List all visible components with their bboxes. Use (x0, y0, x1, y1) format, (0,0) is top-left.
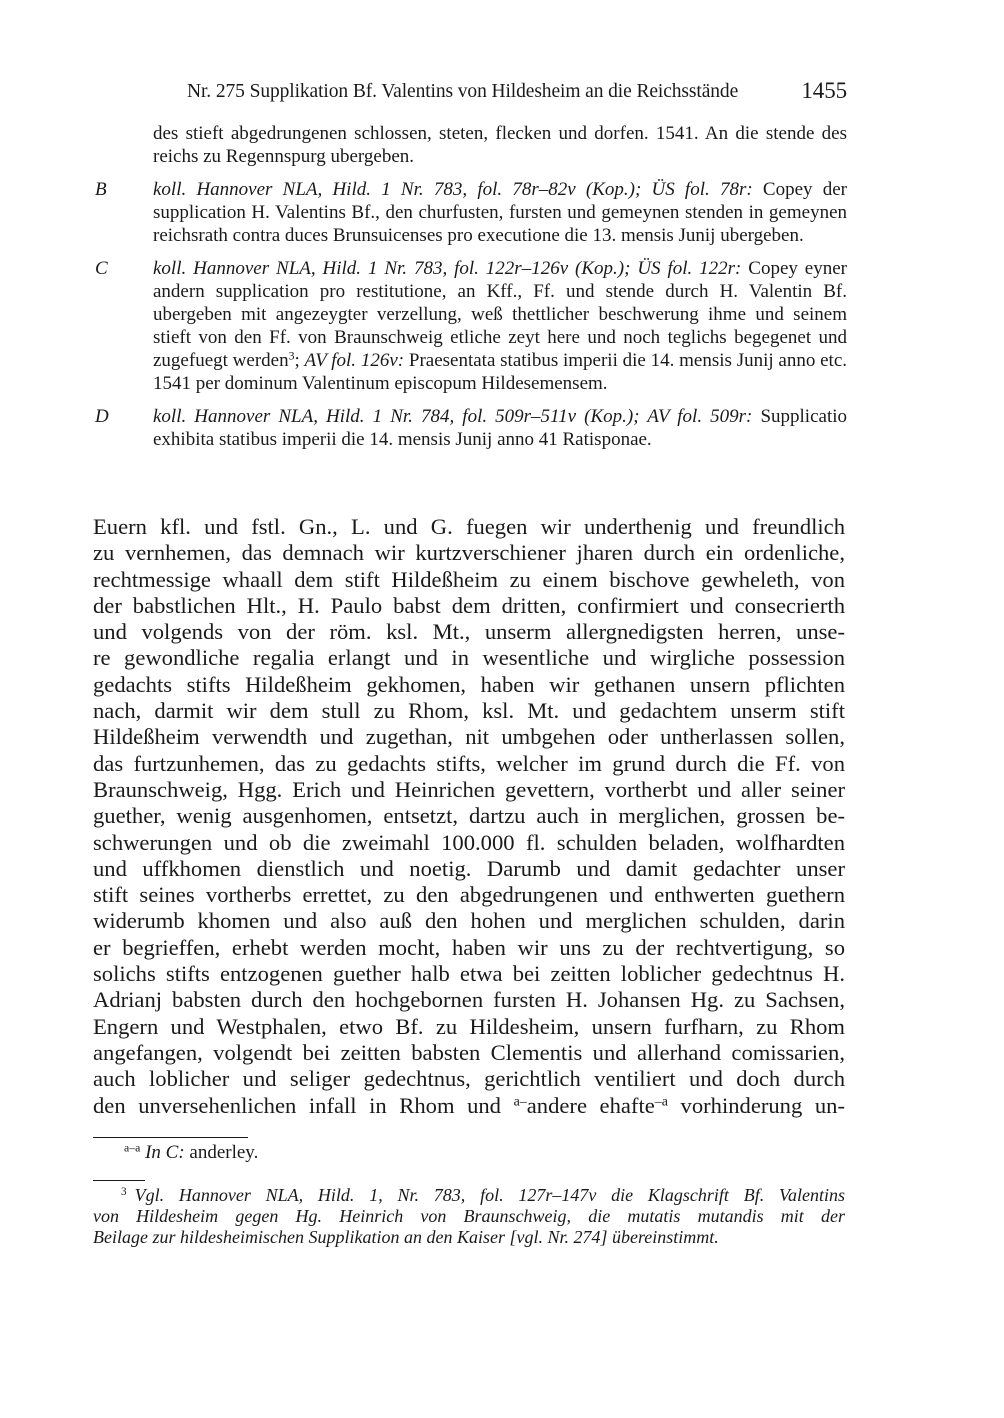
text-line: Engern und Westphalen, etwo Bf. zu Hildesheim, unsern furfharn, zu Rhom (93, 1013, 845, 1039)
source-entry-c (95, 257, 847, 395)
footnote-line: von Hildesheim gegen Hg. Heinrich von Braunschweig, die mutatis mutandis mit der (93, 1206, 845, 1226)
source-citation-2: AV fol. 126v: (304, 350, 405, 371)
source-text (153, 405, 847, 451)
separator: ; (294, 350, 300, 371)
running-head (187, 78, 847, 108)
page-number: 1455 (801, 78, 847, 103)
running-head-title: Nr. 275 Supplikation Bf. Valentins von Hildesheim an die Reichsstände (187, 81, 739, 102)
text-line: der babstlichen Hlt., H. Paulo babst dem dritten, confirmiert und consecrierth (93, 592, 845, 618)
text-line: auch loblicher und seliger gedechtnus, gerichtlich ventiliert und doch durch (93, 1066, 845, 1092)
text-line: re gewondliche regalia erlangt und in wesentliche und wirgliche possession (93, 645, 845, 671)
text-line: rechtmessige whaall dem stift Hildeßheim zu einem bischove gewheleth, von (93, 566, 845, 592)
text-line: und volgends von der röm. ksl. Mt., unserm allergnedigsten herren, unse- (93, 619, 845, 645)
source-entry-b (95, 178, 847, 247)
text-line: schwerungen und ob die zweimahl 100.000 fl. schulden beladen, wolfhardten (93, 829, 845, 855)
marked-text: andere ehafte (526, 1092, 655, 1118)
main-text (93, 514, 845, 1119)
source-citation: koll. Hannover NLA, Hild. 1 Nr. 784, fol. 509r–511v (Kop.); AV fol. 509r: (153, 406, 753, 427)
text-line: angefangen, volgendt bei zeitten babsten Clementis und allerhand comissarien, (93, 1039, 845, 1065)
footnote-reference[interactable]: 3 (288, 349, 295, 363)
text-segment: vorhinderung un- (667, 1092, 845, 1118)
textual-footnote (124, 1141, 258, 1164)
source-label: B (95, 179, 107, 200)
text-line-last (93, 1093, 845, 1119)
footnote-text: Vgl. Hannover NLA, Hild. 1, Nr. 783, fol. 127r–147v die Klagschrift Bf. Valentins (134, 1185, 845, 1205)
text-line: Euern kfl. und fstl. Gn., L. und G. fuegen wir underthenig und freundlich (93, 514, 845, 539)
source-citation: koll. Hannover NLA, Hild. 1 Nr. 783, fol. 122r–126v (Kop.); ÜS fol. 122r: (153, 258, 742, 279)
footnote-line (93, 1185, 845, 1206)
text-segment: den unversehenlichen infall in Rhom und (93, 1092, 514, 1118)
source-label: D (95, 406, 109, 427)
text-line: stift seines vortherbs errettet, zu den abgedrungenen und enthwerten guethern (93, 882, 845, 908)
text-line: er begrieffen, erhebt werden mocht, haben wir uns zu der rechtvertigung, so (93, 934, 845, 960)
source-apparatus (95, 122, 847, 461)
source-text (153, 257, 847, 395)
source-description: Supplicatio exhibita statibus imperii die 14. mensis Junij anno 41 Ratisponae. (153, 406, 848, 450)
source-description: Copey eyner andern supplication pro restitutione, an Kff., Ff. und stende durch H. Valentin Bf. ubergeben mit angezeygter verzellung, weß thettlicher beschwerung ihme und seinem stieft von den Ff. von Braunschweig etliche zeyt here und noch teglichs begegenet und zugefuegt werden (153, 258, 847, 371)
footnote-text: anderley. (189, 1142, 259, 1163)
footnote-divider (93, 1137, 248, 1138)
text-line: zu vernhemen, das demnach wir kurtzverschiener jharen durch ein ordenliche, (93, 540, 845, 566)
source-intro: des stieft abgedrungenen schlossen, steten, flecken und dorfen. 1541. An die stende des reichs zu Regennspurg ubergeben. (153, 123, 847, 167)
text-line: guether, wenig ausgenhomen, entsetzt, dartzu auch in merglichen, grossen be- (93, 803, 845, 829)
text-line: das furtzunhemen, das zu gedachts stifts, welcher im grund durch die Ff. von (93, 750, 845, 776)
footnote-marker: a–a (124, 1141, 141, 1155)
text-line: Braunschweig, Hgg. Erich und Heinrichen gevettern, vortherbt und aller seiner (93, 776, 845, 802)
text-line: widerumb khomen und also auß den hohen und merglichen schulden, darin (93, 908, 845, 934)
text-line: gedachts stifts Hildeßheim gekhomen, haben wir gethanen unsern pflichten (93, 671, 845, 697)
textual-note-mark-open[interactable]: a– (513, 1093, 527, 1109)
text-line: Adrianj babsten durch den hochgebornen fursten H. Johansen Hg. zu Sachsen, (93, 987, 845, 1013)
footnote-divider (93, 1180, 145, 1181)
footnote-marker: 3 (121, 1185, 127, 1198)
numbered-footnote (93, 1185, 845, 1248)
text-line: Hildeßheim verwendth und zugethan, nit umbgehen oder untherlassen sollen, (93, 724, 845, 750)
footnote-line: Beilage zur hildesheimischen Supplikation an den Kaiser [vgl. Nr. 274] übereinstimmt. (93, 1227, 719, 1247)
source-text (153, 178, 847, 247)
text-line: nach, darmit wir dem stull zu Rhom, ksl. Mt. und gedachtem unserm stift (93, 698, 845, 724)
footnote-italic: In C: (145, 1142, 185, 1163)
source-citation: koll. Hannover NLA, Hild. 1 Nr. 783, fol. 78r–82v (Kop.); ÜS fol. 78r: (153, 179, 753, 200)
source-label: C (95, 258, 108, 279)
textual-note-mark-close[interactable]: –a (654, 1093, 668, 1109)
source-description: Copey der supplication H. Valentins Bf., den churfusten, fursten und gemeynen stenden in gemeynen reichsrath contra duces Brunsuicenses pro executione die 13. mensis Junij ubergeben. (153, 179, 847, 246)
source-description-2: Praesentata statibus imperii die 14. mensis Junij anno etc. 1541 per dominum Valentinum episcopum Hildesemensem. (153, 350, 848, 394)
text-line: solichs stifts entzogenen guether halb etwa bei zeitten loblicher gedechtnus H. (93, 961, 845, 987)
source-entry-d (95, 405, 847, 451)
text-line: und uffkhomen dienstlich und noetig. Darumb und damit gedachter unser (93, 855, 845, 881)
